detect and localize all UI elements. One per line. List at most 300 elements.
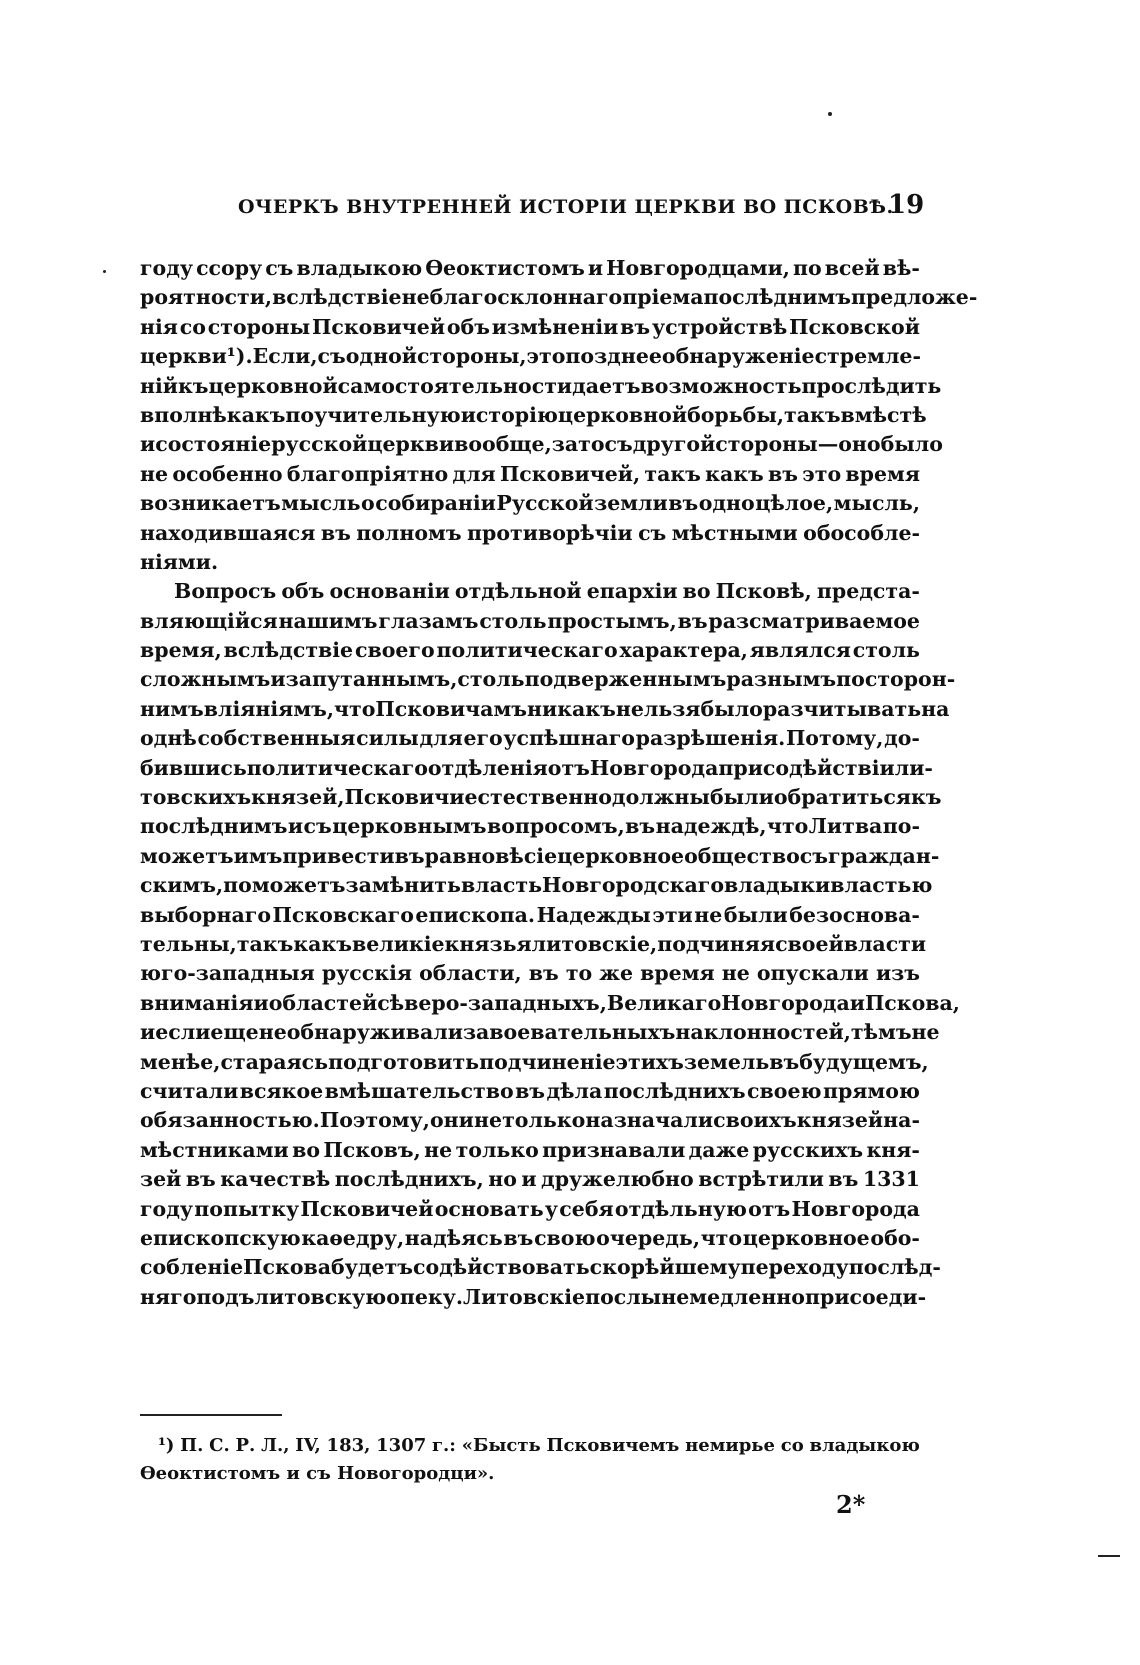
word: Новгорода [721, 990, 850, 1015]
word: тѣмъ [850, 1020, 912, 1045]
word: по- [882, 814, 920, 839]
word: 183, [326, 1435, 371, 1456]
word: время, [140, 638, 222, 663]
word: г.: [432, 1435, 456, 1456]
word: епископскую [140, 1225, 301, 1250]
word: если [155, 1020, 211, 1045]
word: встрѣтили [698, 1167, 824, 1192]
word: русской [271, 432, 368, 457]
word: 1307 [376, 1435, 427, 1456]
word: области, [419, 961, 522, 986]
word: русскія [321, 961, 413, 986]
word: не [911, 1020, 940, 1045]
word: обособле- [803, 520, 920, 545]
word: Вопросъ [174, 579, 277, 604]
word: что [700, 1225, 743, 1250]
word: очередь, [596, 1225, 700, 1250]
word: великіе [351, 931, 445, 956]
word: Литва [808, 814, 883, 839]
word: и [587, 256, 604, 280]
word: въ [394, 843, 425, 868]
word: послѣд- [848, 1255, 941, 1280]
word: въ [528, 961, 559, 986]
word: со [780, 1435, 804, 1456]
word: граждан- [828, 843, 940, 868]
word: будущемъ, [799, 1049, 929, 1074]
word: однѣ [140, 726, 197, 751]
word: основаніи [329, 579, 450, 604]
word: Псковичи [344, 785, 465, 810]
word: церковное [557, 843, 685, 868]
word: такъ [236, 931, 294, 956]
text-line [140, 313, 920, 342]
word: что [334, 696, 376, 721]
word: Литовскіе [462, 1284, 586, 1309]
text-line [140, 1224, 920, 1253]
word: IV, [295, 1435, 321, 1456]
word: столь [852, 638, 920, 663]
word: выборнаго [140, 902, 271, 927]
word: Надежды [536, 902, 651, 927]
word: своею [747, 1078, 822, 1103]
word: обо- [870, 1225, 920, 1250]
word: нимъ [140, 696, 204, 721]
word: собираніи [375, 491, 496, 516]
word: назначали [585, 1108, 714, 1133]
word: за [551, 432, 579, 457]
word: мысль, [833, 491, 920, 516]
word: въ [515, 1078, 546, 1103]
word: борьбы, [687, 402, 785, 427]
word: только [502, 1108, 586, 1133]
word: Новгорода [589, 755, 719, 780]
text-line [140, 607, 920, 636]
word: къ [178, 373, 209, 398]
word: попытку [194, 1196, 300, 1221]
word: политическаго [246, 755, 428, 780]
word: разнымъ [726, 667, 837, 692]
word: менѣе, [140, 1049, 221, 1074]
footnote-line: Ѳеоктистомъ и съ Новогородци». [140, 1463, 495, 1484]
word: стороны—оно [715, 432, 881, 457]
word: «Бысть [461, 1435, 541, 1456]
word: стороны, [416, 344, 527, 369]
word: власти [843, 931, 927, 956]
page-number: 19 [888, 190, 925, 220]
word: устройствѣ [651, 314, 788, 339]
word: стороны [207, 314, 311, 339]
text-line [140, 754, 933, 783]
word: дружелюбно [541, 1167, 694, 1192]
text-line [140, 695, 950, 724]
word: подъ [196, 1284, 255, 1309]
word: и [140, 1020, 156, 1045]
word: князей [796, 1108, 884, 1133]
text-line [140, 430, 943, 459]
word: во [682, 579, 711, 604]
word: обратиться [773, 785, 911, 810]
word: простымъ, [547, 608, 677, 633]
text-line [140, 1253, 941, 1282]
footnote-rule [140, 1414, 282, 1416]
word: являлся [749, 638, 851, 663]
word: столь [457, 667, 525, 692]
word: будетъ [331, 1255, 413, 1280]
word: церковное [742, 1225, 870, 1250]
word: Русской [496, 491, 594, 516]
word: для [419, 726, 463, 751]
word: никакъ [526, 696, 616, 721]
text-line [140, 901, 920, 930]
word: политическаго [436, 638, 618, 663]
word: это [526, 344, 566, 369]
word: каѳедру, [301, 1225, 405, 1250]
word: какъ [705, 461, 764, 486]
word: и [140, 432, 156, 457]
word: всякое [239, 1078, 324, 1103]
text-line [140, 577, 920, 606]
body-text [140, 254, 978, 1312]
word: измѣненіи [491, 314, 619, 339]
word: основать [434, 1196, 544, 1221]
scan-speck [103, 270, 106, 273]
signature-mark: 2* [836, 1490, 866, 1519]
word: разчитывать [762, 696, 922, 721]
text-line [140, 1018, 940, 1047]
word: предложе- [850, 285, 978, 310]
word: привести [282, 843, 395, 868]
word: стремле- [814, 344, 921, 369]
text-line: ніями. [140, 549, 219, 574]
word: своей [775, 931, 844, 956]
word: посторон- [836, 667, 956, 692]
word: въ [620, 314, 651, 339]
word: пріема [622, 285, 704, 310]
word: столь [479, 608, 547, 633]
word: они [429, 1108, 474, 1133]
word: власть [460, 873, 543, 898]
word: въ [320, 520, 351, 545]
word: такъ [644, 461, 701, 486]
word: вмѣстѣ [840, 402, 927, 427]
word: равновѣсіе [424, 843, 558, 868]
text-line [140, 342, 920, 371]
word: не [694, 902, 723, 927]
word: Псковичемъ [546, 1435, 680, 1456]
word: безоснова- [789, 902, 920, 927]
word: позднее [565, 344, 662, 369]
text-line [140, 842, 940, 871]
word: вліяніямъ, [203, 696, 334, 721]
text-line [140, 783, 942, 812]
word: епископа. [415, 902, 536, 927]
word: Если, [252, 344, 318, 369]
word: Псковской [789, 314, 920, 339]
word: въ [677, 608, 708, 633]
word: одной [345, 344, 417, 369]
word: по [792, 256, 822, 280]
word: у [544, 1196, 559, 1221]
word: должны [611, 785, 710, 810]
word: вообще, [454, 432, 552, 457]
scan-speck [828, 112, 832, 116]
word: и [521, 1167, 537, 1192]
word: предста- [816, 579, 920, 604]
word: даетъ [572, 373, 641, 398]
word: собственныя [197, 726, 356, 751]
word: не [258, 1020, 287, 1045]
word: ¹) [158, 1435, 175, 1456]
word: свою [534, 1225, 596, 1250]
word: объ [446, 314, 490, 339]
word: только [455, 1137, 539, 1162]
word: было [880, 432, 943, 457]
word: Ѳеоктистомъ [425, 256, 585, 280]
word: успѣшнаго [503, 726, 635, 751]
word: имъ [233, 843, 283, 868]
word: естественно [464, 785, 612, 810]
text-line [140, 1165, 920, 1194]
word: товскихъ [140, 785, 252, 810]
word: опускали [756, 961, 869, 986]
word: въ [625, 814, 656, 839]
word: разрѣшенія. [635, 726, 786, 751]
word: возможность [640, 373, 802, 398]
word: себя [559, 1196, 614, 1221]
word: юго-западныя [140, 961, 315, 986]
text-line [140, 489, 920, 518]
word: кня- [866, 1137, 920, 1162]
word: характера, [619, 638, 748, 663]
word: считали [140, 1078, 239, 1103]
word: земли [594, 491, 668, 516]
word: цѣлое, [755, 491, 834, 516]
word: наклонностей, [675, 1020, 851, 1045]
word: глазамъ [378, 608, 479, 633]
word: содѣйствовать [412, 1255, 590, 1280]
word: возникаетъ [140, 491, 281, 516]
word: не [424, 1137, 453, 1162]
scan-speck [1098, 1555, 1120, 1557]
word: время [845, 461, 920, 486]
word: объ [281, 579, 325, 604]
word: немирье [685, 1435, 775, 1456]
word: литовскіе, [531, 931, 658, 956]
word: Псковичамъ [375, 696, 527, 721]
word: завоевательныхъ [462, 1020, 676, 1045]
word: съ [303, 814, 332, 839]
word: же [599, 961, 634, 986]
word: съ [638, 520, 667, 545]
word: вопросомъ, [486, 814, 625, 839]
word: Р. [235, 1435, 256, 1456]
text-line [140, 1136, 920, 1165]
word: такъ [784, 402, 841, 427]
word: роятности, [140, 285, 273, 310]
word: ній [140, 373, 178, 398]
word: качествѣ [220, 1167, 331, 1192]
word: о [361, 491, 375, 516]
word: опеку. [386, 1284, 463, 1309]
word: обнаруживали [286, 1020, 463, 1045]
word: Новгородскаго [542, 873, 725, 898]
word: надѣясь [404, 1225, 503, 1250]
text-line [140, 254, 920, 283]
word: нельзя [615, 696, 701, 721]
word: своихъ [713, 1108, 797, 1133]
word: отъ [547, 755, 590, 780]
word: скорѣйшему [589, 1255, 741, 1280]
text-line [140, 812, 920, 841]
word: въ [503, 1225, 534, 1250]
word: князья [444, 931, 532, 956]
word: и [253, 990, 269, 1015]
word: Псковичей [300, 1196, 434, 1221]
word: изъ [875, 961, 920, 986]
word: до- [884, 726, 920, 751]
word: одно [698, 491, 755, 516]
text-line [140, 930, 927, 959]
word: подчиняя [657, 931, 776, 956]
word: ли- [894, 755, 933, 780]
word: тельны, [140, 931, 237, 956]
word: эти [652, 902, 693, 927]
word: епархіи [586, 579, 678, 604]
word: Псковъ, [323, 1137, 421, 1162]
text-line [140, 1048, 929, 1077]
word: церковнымъ [332, 814, 487, 839]
word: церковной [557, 402, 688, 427]
text-line [140, 989, 960, 1018]
word: русскихъ [752, 1137, 864, 1162]
word: вѣ- [882, 256, 920, 280]
word: своего [354, 638, 435, 663]
word: то [578, 432, 605, 457]
word: этихъ [615, 1049, 684, 1074]
word: самостоятельности [337, 373, 573, 398]
word: стараясь [220, 1049, 329, 1074]
word: съ [604, 432, 633, 457]
word: обязанностью. [140, 1108, 320, 1133]
word: вполнѣ [140, 402, 227, 427]
word: не [473, 1108, 502, 1133]
word: церкви [367, 432, 455, 457]
word: вляющійся [140, 608, 278, 633]
word: въ [768, 461, 799, 486]
word: разсматриваемое [708, 608, 920, 633]
footnote-line [158, 1432, 920, 1460]
word: Новгородцами, [606, 256, 790, 280]
word: послѣднихъ [603, 1078, 746, 1103]
word: послѣднимъ [703, 285, 851, 310]
word: вслѣдствіе [272, 285, 402, 310]
word: во [292, 1137, 320, 1162]
word: находившаяся [140, 520, 316, 545]
word: ¹). [226, 344, 253, 369]
word: на [921, 696, 950, 721]
word: вслѣдствіе [223, 638, 354, 663]
word: послы [585, 1284, 662, 1309]
running-title: ОЧЕРКЪ ВНУТРЕННЕЙ ИСТОРІИ ЦЕРКВИ ВО ПСКОВѢ. [238, 196, 894, 218]
text-line [140, 1106, 920, 1135]
word: церкви [140, 344, 227, 369]
word: это [802, 461, 842, 486]
word: зей [140, 1167, 182, 1192]
word: Потому, [785, 726, 884, 751]
word: владыкою [809, 1435, 920, 1456]
word: отдѣльную [614, 1196, 747, 1221]
word: властью [830, 873, 933, 898]
word: подготовить [328, 1049, 480, 1074]
word: какъ [226, 402, 286, 427]
word: благопріятно [286, 461, 449, 486]
word: Псковскаго [272, 902, 414, 927]
word: 1331 [862, 1167, 920, 1192]
word: съ [317, 344, 346, 369]
word: поучительную [285, 402, 461, 427]
word: силы [356, 726, 419, 751]
word: вмѣшательство [324, 1078, 514, 1103]
word: мѣстниками [140, 1137, 289, 1162]
word: замѣнить [345, 873, 461, 898]
text-line [140, 1077, 920, 1106]
footnote [140, 1432, 920, 1488]
word: отдѣленія [427, 755, 548, 780]
word: году [140, 256, 194, 280]
word: съ [799, 843, 829, 868]
text-line [140, 519, 920, 548]
text-line [140, 401, 927, 430]
text-line [140, 460, 920, 489]
word: Псковѣ, [715, 579, 812, 604]
word: но [488, 1167, 517, 1192]
word: нія [140, 314, 178, 339]
word: что [766, 814, 809, 839]
word: общество [684, 843, 800, 868]
word: С. [209, 1435, 230, 1456]
text-line [140, 871, 933, 900]
word: поможетъ [223, 873, 346, 898]
word: отдѣльной [454, 579, 582, 604]
text-line [140, 1195, 920, 1224]
word: признавали [542, 1137, 686, 1162]
word: подверженнымъ [524, 667, 727, 692]
word: Великаго [606, 990, 722, 1015]
word: Псковичей [312, 314, 446, 339]
word: и [270, 667, 286, 692]
word: немедленно [661, 1284, 805, 1309]
word: присоеди- [804, 1284, 927, 1309]
word: владыки [724, 873, 831, 898]
word: еще [210, 1020, 259, 1045]
word: отъ [748, 1196, 791, 1221]
word: няго [140, 1284, 197, 1309]
word: дѣла [546, 1078, 603, 1103]
word: церковной [208, 373, 338, 398]
word: нашимъ [278, 608, 378, 633]
word: литовскую [254, 1284, 387, 1309]
text-line [140, 372, 942, 401]
word: князей, [251, 785, 345, 810]
word: Новгорода [791, 1196, 920, 1221]
word: послѣднихъ, [334, 1167, 484, 1192]
word: областей [268, 990, 378, 1015]
word: послѣднимъ [140, 814, 288, 839]
word: не [140, 461, 169, 486]
word: были [709, 785, 774, 810]
word: какъ [293, 931, 352, 956]
word: и [287, 814, 304, 839]
